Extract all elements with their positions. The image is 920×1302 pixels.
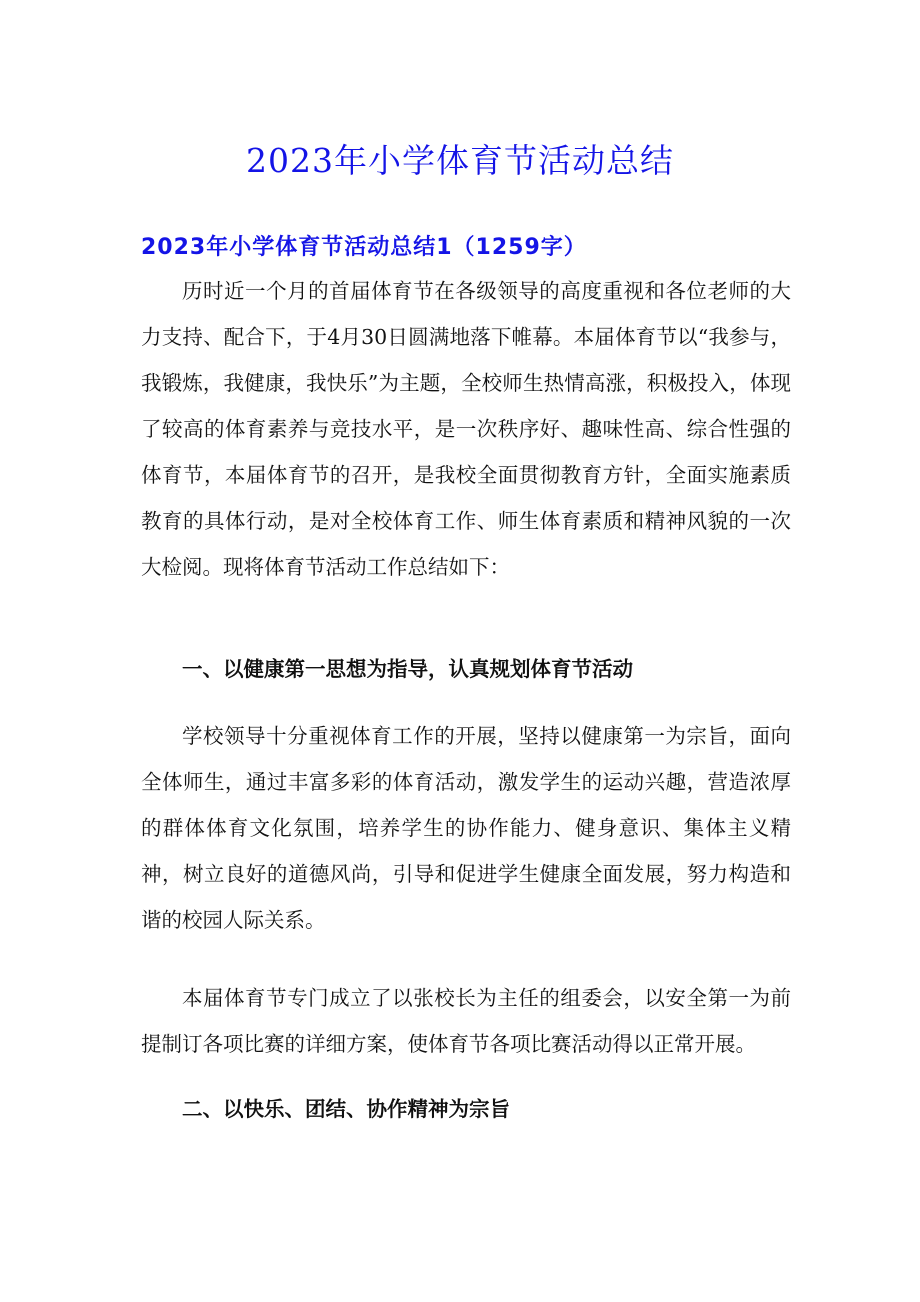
section-heading: 2023年小学体育节活动总结1（1259字） (141, 235, 587, 260)
subheading-2: 二、以快乐、团结、协作精神为宗旨 (182, 1097, 510, 1121)
paragraph-committee: 本届体育节专门成立了以张校长为主任的组委会，以安全第一为前提制订各项比赛的详细方案，使体育节各项比赛活动得以正常开展。 (141, 986, 791, 1056)
subheading-1: 一、以健康第一思想为指导，认真规划体育节活动 (182, 657, 633, 681)
paragraph-health-first: 学校领导十分重视体育工作的开展，坚持以健康第一为宗旨，面向全体师生，通过丰富多彩的体育活动，激发学生的运动兴趣，营造浓厚的群体体育文化氛围，培养学生的协作能力、健身意识、集体主义精神，树立良好的道德风尚，引导和促进学生健康全面发展，努力构造和谐的校园人际关系。 (141, 724, 791, 932)
document-title: 2023年小学体育节活动总结 (246, 141, 674, 180)
paragraph-intro: 历时近一个月的首届体育节在各级领导的高度重视和各位老师的大力支持、配合下，于4月30日圆满地落下帷幕。本届体育节以“我参与，我锻炼，我健康，我快乐”为主题，全校师生热情高涨，积极投入，体现了较高的体育素养与竞技水平，是一次秩序好、趣味性高、综合性强的体育节，本届体育节的召开，是我校全面贯彻教育方针，全面实施素质教育的具体行动，是对全校体育工作、师生体育素质和精神风貌的一次大检阅。现将体育节活动工作总结如下： (141, 279, 791, 579)
